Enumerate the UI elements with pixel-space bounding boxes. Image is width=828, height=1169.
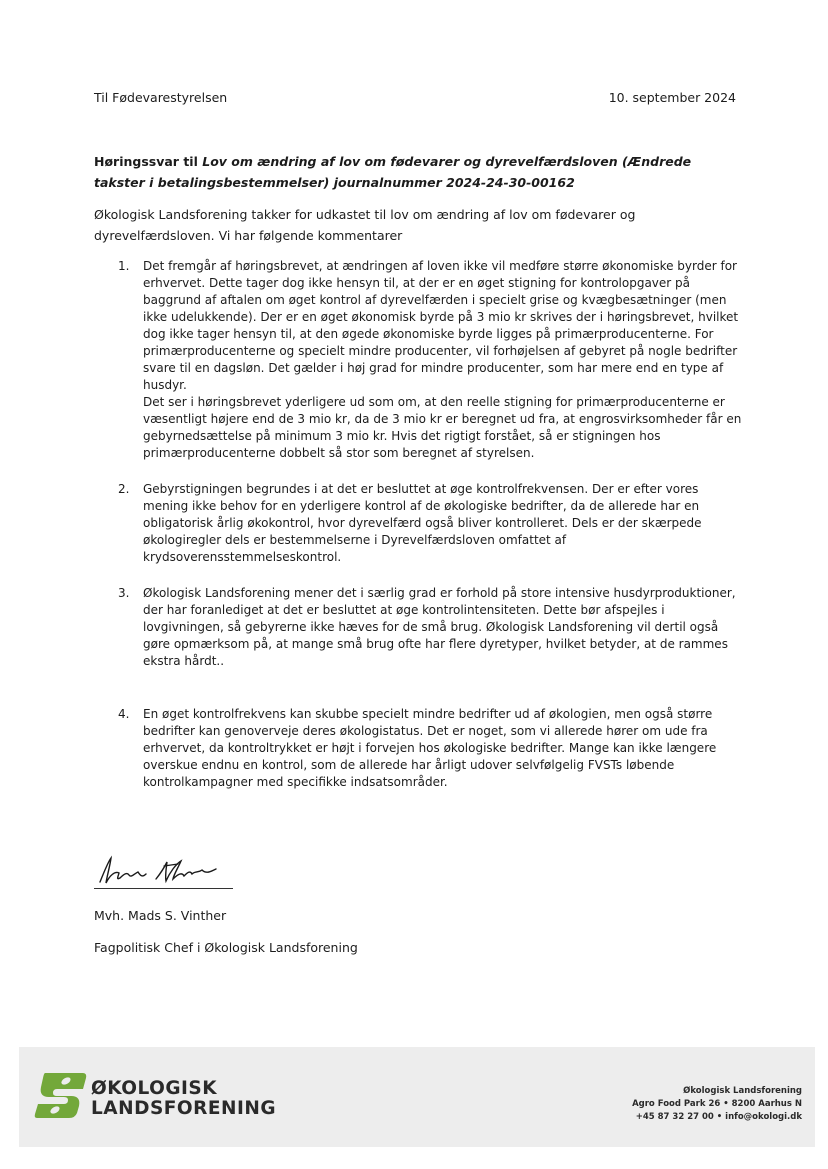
item-number: 2. bbox=[118, 482, 130, 496]
logo-wordmark-line1: ØKOLOGISK bbox=[91, 1078, 218, 1099]
item-number: 3. bbox=[118, 586, 130, 600]
sign-off: Mvh. Mads S. Vinther bbox=[94, 908, 227, 923]
intro-paragraph: Økologisk Landsforening takker for udkastet til lov om ændring af lov om fødevarer og dyrevelfærdsloven. Vi har følgende kommentarer bbox=[94, 207, 636, 243]
item-text: Gebyrstigningen begrundes i at det er besluttet at øge kontrolfrekvensen. Der er efter vores mening ikke behov for en yderligere kontrol af de økologiske bedrifter, da de allerede har en obligatorisk årlig økokontrol, hvor dyrevelfærd også bliver kontrolleret. Dels er der skærpede økologiregler dels er bestemmelserne i Dyrevelfærdsloven omfattet af krydsoverensstemmelseskontrol. bbox=[143, 482, 702, 564]
list-item bbox=[118, 585, 746, 670]
item-text-continued: Det ser i høringsbrevet yderligere ud som om, at den reelle stigning for primærproducenterne er væsentligt højere end de 3 mio kr, da de 3 mio kr er beregnet ud fra, at engrosvirksomheder får en gebyrnedsættelse på minimum 3 mio kr. Hvis det rigtigt forstået, så er stigningen hos primærproducenterne dobbelt så stor som beregnet af styrelsen. bbox=[143, 395, 742, 460]
org-address: Agro Food Park 26 • 8200 Aarhus N bbox=[632, 1099, 802, 1109]
letter-date: 10. september 2024 bbox=[608, 90, 736, 105]
list-item bbox=[118, 481, 746, 566]
item-text: Økologisk Landsforening mener det i særlig grad er forhold på store intensive husdyrproduktioner, der har foranlediget at det er besluttet at øge kontrolintensiteten. Dette bør afspejles i lovgivningen, så gebyrerne ikke hæves for de små brug. Økologisk Landsforening vil dertil også gøre opmærksom på, at mange små brug ofte har flere dyretyper, hvilket betyder, at de rammes ekstra hårdt.. bbox=[143, 586, 736, 668]
item-text: Det fremgår af høringsbrevet, at ændringen af loven ikke vil medføre større økonomiske byrder for erhvervet. Dette tager dog ikke hensyn til, at der er en øget stigning for kontrolopgaver på baggrund af aftalen om øget kontrol af dyrevelfærden i specielt grise og kvægbesætninger (men ikke udelukkende). Der er en øget økonomisk byrde på 3 mio kr skrives der i høringsbrevet, hvilket dog ikke tager hensyn til, at den øgede økonomiske byrde ligges på primærproducenterne. For primærproducenterne og specielt mindre producenter, vil forhøjelsen af gebyret på nogle bedrifter svare til en dagsløn. Det gælder i høj grad for mindre producenter, som har mere end en type af husdyr. bbox=[143, 259, 739, 392]
handwritten-signature bbox=[94, 852, 234, 892]
org-contact: +45 87 32 27 00 • info@okologi.dk bbox=[635, 1112, 802, 1122]
item-number: 1. bbox=[118, 259, 130, 273]
letterhead-footer bbox=[19, 1047, 815, 1147]
leaf-logo-icon bbox=[33, 1069, 89, 1121]
org-name: Økologisk Landsforening bbox=[683, 1086, 802, 1096]
contact-block bbox=[632, 1085, 802, 1124]
subject-prefix: Høringssvar til bbox=[94, 154, 203, 169]
list-item bbox=[118, 706, 746, 791]
signature-block bbox=[94, 852, 394, 962]
subject-line bbox=[94, 151, 704, 193]
signer-title: Fagpolitisk Chef i Økologisk Landsforening bbox=[94, 940, 358, 955]
signature-line bbox=[94, 888, 233, 889]
logo-wordmark-line2: LANDSFORENING bbox=[91, 1098, 277, 1119]
item-number: 4. bbox=[118, 707, 130, 721]
logo-wordmark bbox=[91, 1079, 276, 1119]
letter-header bbox=[94, 90, 736, 108]
recipient: Til Fødevarestyrelsen bbox=[94, 90, 228, 105]
comments-list bbox=[118, 258, 746, 791]
subject-title: Lov om ændring af lov om fødevarer og dyrevelfærdsloven (Ændrede takster i betalingsbestemmelser) journalnummer 2024-24-30-00162 bbox=[94, 154, 692, 190]
item-text: En øget kontrolfrekvens kan skubbe specielt mindre bedrifter ud af økologien, men også større bedrifter kan genoverveje deres økologistatus. Det er noget, som vi allerede hører om ude fra erhvervet, da kontroltrykket er højt i forvejen hos økologiske bedrifter. Mange kan ikke længere overskue endnu en kontrol, som de allerede har årligt udover selvfølgelig FVSTs løbende kontrolkampagner med specifikke indsatsområder. bbox=[143, 707, 717, 789]
list-item bbox=[118, 258, 746, 462]
